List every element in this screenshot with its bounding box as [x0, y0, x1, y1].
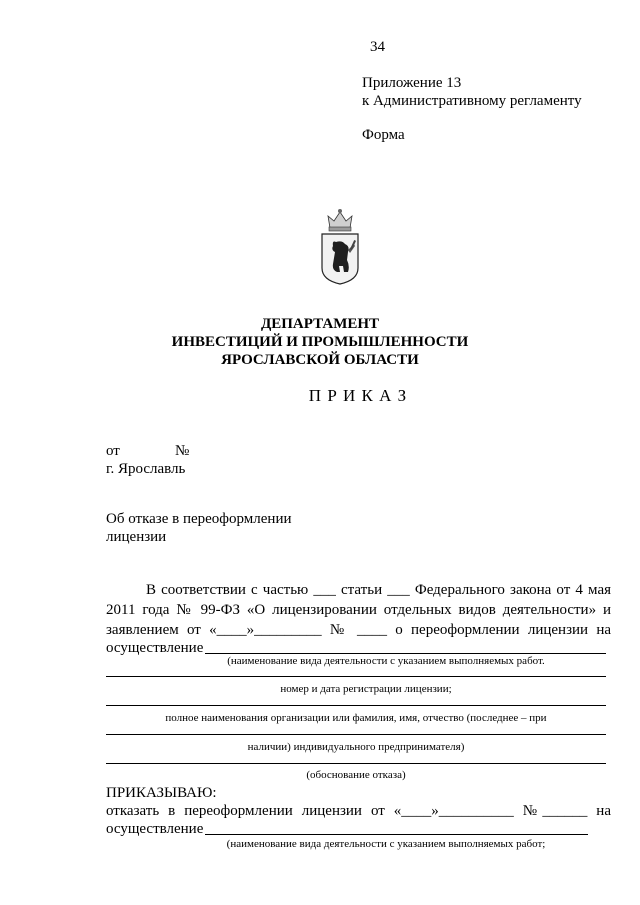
yaroslavl-coat-of-arms-icon	[318, 206, 362, 286]
order-line-1: отказать в переоформлении лицензии от «____»__________ №______ на	[106, 803, 611, 819]
caption-org-name-2: наличии) индивидуального предпринимателя)	[247, 741, 465, 753]
body-line-2: 2011 года № 99-ФЗ «О лицензировании отдельных видов деятельности» и	[106, 602, 611, 618]
appendix-line-2: к Административному регламенту	[362, 93, 582, 109]
caption-refusal-basis: (обоснование отказа)	[306, 769, 406, 781]
activity-field-line	[205, 653, 606, 654]
order-title: П Р И К А З	[308, 386, 408, 405]
blank-line-4	[106, 763, 606, 764]
caption-org-name-1: полное наименования организации или фамилия, имя, отчество (последнее – при	[165, 712, 547, 724]
blank-line-2	[106, 705, 606, 706]
body-line-4: осуществление	[106, 640, 204, 656]
department-line-1: ДЕПАРТАМЕНТ	[260, 316, 380, 332]
page-number: 34	[370, 39, 385, 55]
department-line-2: ИНВЕСТИЦИЙ И ПРОМЫШЛЕННОСТИ	[171, 334, 469, 350]
caption-activity-type-2: (наименование вида деятельности с указанием выполняемых работ;	[226, 838, 546, 850]
order-heading: ПРИКАЗЫВАЮ:	[106, 785, 217, 801]
number-label: №	[175, 443, 190, 459]
date-label: от	[106, 443, 120, 459]
body-line-3: заявлением от «____»_________ № ____ о переоформлении лицензии на	[106, 622, 611, 638]
caption-activity-type: (наименование вида деятельности с указанием выполняемых работ.	[227, 655, 545, 667]
appendix-line-1: Приложение 13	[362, 75, 462, 91]
subject-line-2: лицензии	[106, 529, 167, 545]
blank-line-3	[106, 734, 606, 735]
caption-license-reg: номер и дата регистрации лицензии;	[280, 683, 452, 695]
form-label: Форма	[362, 127, 405, 143]
body-line-1: В соответствии с частью ___ статьи ___ Федерального закона от 4 мая	[146, 582, 611, 598]
department-line-3: ЯРОСЛАВСКОЙ ОБЛАСТИ	[221, 352, 419, 368]
order-line-2: осуществление	[106, 821, 204, 837]
subject-line-1: Об отказе в переоформлении	[106, 511, 292, 527]
activity-field-line-2	[205, 834, 588, 835]
city-label: г. Ярославль	[106, 461, 186, 477]
blank-line-1	[106, 676, 606, 677]
